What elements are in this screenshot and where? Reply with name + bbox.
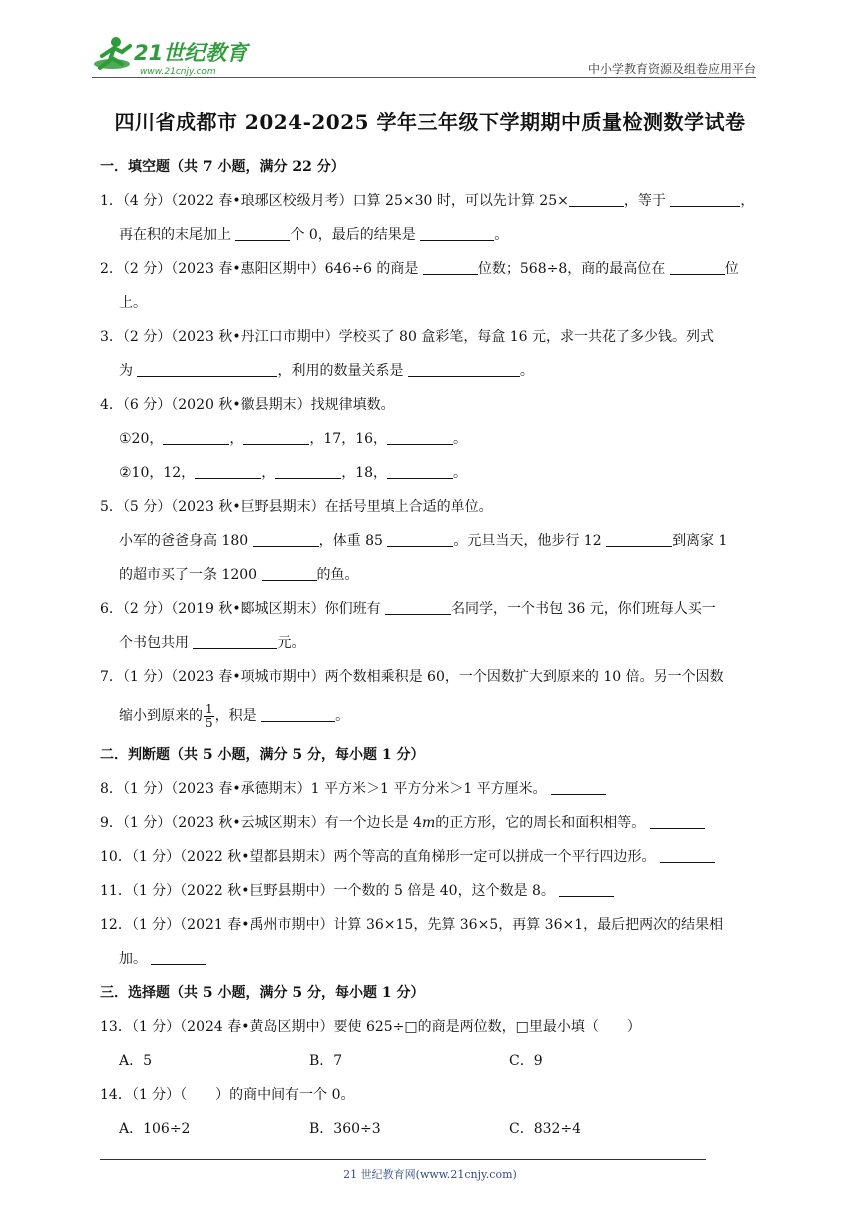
answer-blank[interactable] [606, 530, 672, 547]
question-12-cont: 加。 [100, 942, 765, 976]
question-2-cont: 上。 [119, 295, 147, 311]
question-3-cont: 为 ，利用的数量关系是 。 [100, 354, 765, 388]
question-5: 5．（5 分）（2023 秋•巨野县期末）在括号里填上合适的单位。 [100, 499, 493, 515]
header-platform-text: 中小学教育资源及组卷应用平台 [587, 62, 756, 76]
answer-blank[interactable] [650, 812, 705, 829]
section-true-false: 二．判断题（共 5 小题，满分 5 分，每小题 1 分） [100, 747, 425, 763]
page-header [0, 0, 860, 82]
header-divider [92, 77, 756, 78]
answer-blank[interactable] [559, 880, 614, 897]
question-13: 13．（1 分）（2024 春•黄岛区期中）要使 625÷□的商是两位数，□里最小填（ ） [100, 1019, 641, 1035]
answer-blank[interactable] [387, 428, 453, 445]
answer-blank[interactable] [253, 530, 319, 547]
section-multiple-choice: 三．选择题（共 5 小题，满分 5 分，每小题 1 分） [100, 985, 425, 1001]
answer-blank[interactable] [193, 632, 277, 649]
answer-blank[interactable] [387, 530, 453, 547]
question-5-cont-2: 的超市买了一条 1200 的鱼。 [100, 558, 765, 592]
svg-text:www.21cnjy.com: www.21cnjy.com [140, 67, 216, 77]
question-2: 2．（2 分）（2023 春•惠阳区期中）646÷6 的商是 位数；568÷8，商的最高位在 位 [100, 252, 765, 286]
question-1: 1．（4 分）（2022 春•琅琊区校级月考）口算 25×30 时，可以先计算 25× ，等于 ， [100, 184, 765, 218]
answer-blank[interactable] [235, 224, 290, 241]
answer-blank[interactable] [408, 360, 520, 377]
question-7: 7．（1 分）（2023 春•项城市期中）两个数相乘积是 60，一个因数扩大到原来的 10 倍。另一个因数 [100, 669, 724, 685]
option-c[interactable]: C．832÷4 [509, 1121, 582, 1137]
question-6: 6．（2 分）（2019 秋•郾城区期末）你们班有 名同学，一个书包 36 元，你们班每人买一 [100, 592, 765, 626]
answer-blank[interactable] [569, 190, 624, 207]
page-footer: 21 世纪教育网(www.21cnjy.com) [343, 1168, 517, 1181]
question-11: 11．（1 分）（2022 秋•巨野县期中）一个数的 5 倍是 40，这个数是 8。 [100, 874, 765, 908]
question-8: 8．（1 分）（2023 春•承德期末）1 平方米＞1 平方分米＞1 平方厘米。 [100, 772, 765, 806]
answer-blank[interactable] [420, 224, 494, 241]
answer-blank[interactable] [275, 462, 341, 479]
footer-divider [100, 1159, 706, 1160]
question-4: 4．（6 分）（2020 秋•徽县期末）找规律填数。 [100, 397, 395, 413]
fraction: $\frac{1}{5}$ [205, 701, 213, 730]
answer-blank[interactable] [151, 948, 206, 965]
question-14-options [100, 1112, 765, 1146]
svg-text:21世纪教育: 21世纪教育 [134, 41, 248, 65]
option-c[interactable]: C．9 [509, 1053, 543, 1069]
question-7-cont: 缩小到原来的 $\frac{1}{5}$ ，积是 。 [119, 701, 350, 730]
question-12: 12．（1 分）（2021 春•禹州市期中）计算 36×15，先算 36×5，再算 36×1，最后把两次的结果相 [100, 917, 724, 933]
answer-blank[interactable] [262, 564, 317, 581]
answer-blank[interactable] [670, 190, 740, 207]
exam-content [100, 150, 765, 1146]
answer-blank[interactable] [423, 258, 478, 275]
question-6-cont: 个书包共用 元。 [100, 626, 765, 660]
answer-blank[interactable] [385, 598, 451, 615]
question-10: 10．（1 分）（2022 秋•望都县期末）两个等高的直角梯形一定可以拼成一个平行四边形。 [100, 840, 765, 874]
question-14: 14．（1 分）（ ）的商中间有一个 0。 [100, 1087, 355, 1103]
option-b[interactable]: B．7 [309, 1053, 343, 1069]
question-9: 9．（1 分）（2023 秋•云城区期末）有一个边长是 4m的正方形，它的周长和面积相等。 [100, 806, 765, 840]
answer-blank[interactable] [195, 462, 261, 479]
answer-blank[interactable] [551, 778, 606, 795]
answer-blank[interactable] [670, 258, 725, 275]
answer-blank[interactable] [137, 360, 277, 377]
question-4-row-2: ②10，12， ， ，18， 。 [100, 456, 765, 490]
answer-blank[interactable] [243, 428, 309, 445]
site-logo [92, 34, 262, 78]
question-13-options [100, 1044, 765, 1078]
answer-blank[interactable] [163, 428, 229, 445]
answer-blank[interactable] [660, 846, 715, 863]
question-1-cont: 再在积的末尾加上 个 0，最后的结果是 。 [100, 218, 765, 252]
question-3: 3．（2 分）（2023 秋•丹江口市期中）学校买了 80 盒彩笔，每盒 16 元，求一共花了多少钱。列式 [100, 329, 715, 345]
section-fill-in: 一．填空题（共 7 小题，满分 22 分） [100, 159, 345, 175]
question-4-row-1: ①20， ， ，17，16， 。 [100, 422, 765, 456]
question-5-cont: 小军的爸爸身高 180 ，体重 85 。元旦当天，他步行 12 到离家 1 [100, 524, 765, 558]
page-title: 四川省成都市 2024-2025 学年三年级下学期期中质量检测数学试卷 [114, 110, 746, 134]
answer-blank[interactable] [261, 705, 335, 722]
option-a[interactable]: A．106÷2 [119, 1121, 191, 1137]
answer-blank[interactable] [387, 462, 453, 479]
option-b[interactable]: B．360÷3 [309, 1121, 381, 1137]
option-a[interactable]: A．5 [119, 1053, 153, 1069]
